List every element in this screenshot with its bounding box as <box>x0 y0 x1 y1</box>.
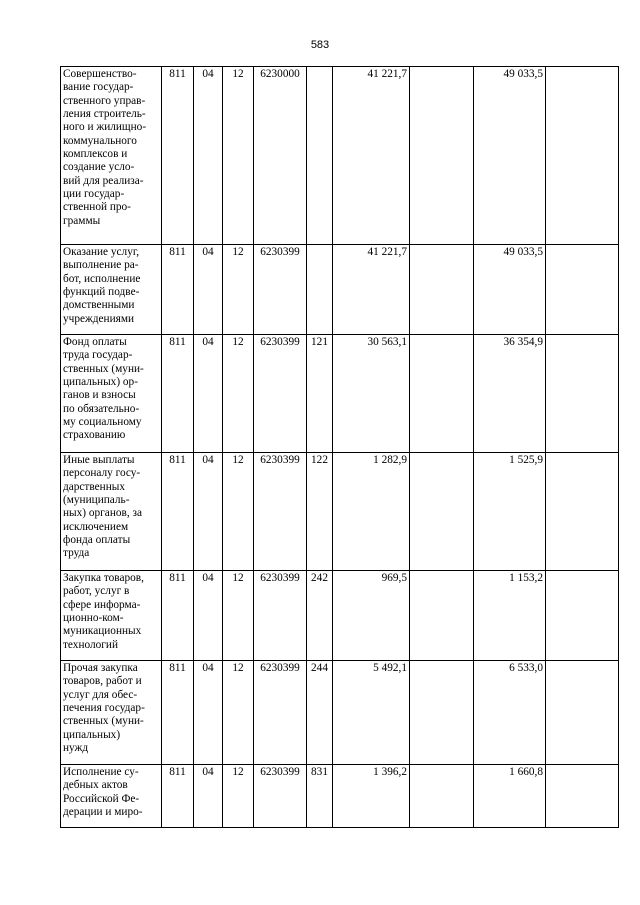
ministry-code-cell: 811 <box>162 245 194 335</box>
ministry-code-cell: 811 <box>162 765 194 828</box>
target-article-cell: 6230000 <box>254 67 307 245</box>
amount-cell: 969,5 <box>333 571 410 661</box>
amount-cell: 30 563,1 <box>333 335 410 453</box>
target-article-cell: 6230399 <box>254 245 307 335</box>
table-row <box>61 453 619 571</box>
ministry-code-cell: 811 <box>162 453 194 571</box>
empty-cell <box>410 453 474 571</box>
empty-cell <box>546 661 619 765</box>
expense-type-cell <box>307 245 333 335</box>
table-row <box>61 765 619 828</box>
empty-cell <box>410 67 474 245</box>
empty-cell <box>410 661 474 765</box>
target-article-cell: 6230399 <box>254 765 307 828</box>
page-number: 583 <box>310 39 330 51</box>
subsection-code-cell: 12 <box>223 245 254 335</box>
section-code-cell: 04 <box>194 765 223 828</box>
row-name-cell: Прочая закупка товаров, работ и услуг для обес- печения государ- ственных (муни- ципальных) нужд <box>61 661 162 765</box>
table-row <box>61 245 619 335</box>
amount-cell: 41 221,7 <box>333 67 410 245</box>
amount-cell: 1 396,2 <box>333 765 410 828</box>
amount-cell: 1 525,9 <box>474 453 546 571</box>
expense-type-cell <box>307 67 333 245</box>
empty-cell <box>546 67 619 245</box>
amount-cell: 1 153,2 <box>474 571 546 661</box>
amount-cell: 1 660,8 <box>474 765 546 828</box>
target-article-cell: 6230399 <box>254 571 307 661</box>
empty-cell <box>410 765 474 828</box>
empty-cell <box>546 335 619 453</box>
target-article-cell: 6230399 <box>254 453 307 571</box>
empty-cell <box>546 453 619 571</box>
empty-cell <box>546 765 619 828</box>
empty-cell <box>410 571 474 661</box>
target-article-cell: 6230399 <box>254 335 307 453</box>
row-name-cell: Оказание услуг, выполнение ра- бот, исполнение функций подве- домственными учреждениями <box>61 245 162 335</box>
row-name-cell: Иные выплаты персоналу госу- дарственных (муниципаль- ных) органов, за исключением фонда оплаты труда <box>61 453 162 571</box>
amount-cell: 1 282,9 <box>333 453 410 571</box>
amount-cell: 5 492,1 <box>333 661 410 765</box>
subsection-code-cell: 12 <box>223 453 254 571</box>
empty-cell <box>546 571 619 661</box>
amount-cell: 41 221,7 <box>333 245 410 335</box>
row-name-cell: Совершенство- вание государ- ственного управ- ления строитель- ного и жилищно- коммунального комплексов и создание усло- вий для реализа- ции государ- ственной про- граммы <box>61 67 162 245</box>
section-code-cell: 04 <box>194 453 223 571</box>
subsection-code-cell: 12 <box>223 335 254 453</box>
budget-table <box>60 66 619 828</box>
empty-cell <box>410 245 474 335</box>
amount-cell: 36 354,9 <box>474 335 546 453</box>
subsection-code-cell: 12 <box>223 765 254 828</box>
section-code-cell: 04 <box>194 661 223 765</box>
expense-type-cell: 121 <box>307 335 333 453</box>
expense-type-cell: 242 <box>307 571 333 661</box>
expense-type-cell: 122 <box>307 453 333 571</box>
subsection-code-cell: 12 <box>223 571 254 661</box>
amount-cell: 49 033,5 <box>474 67 546 245</box>
ministry-code-cell: 811 <box>162 571 194 661</box>
row-name-cell: Исполнение су- дебных актов Российской Фе- дерации и миро- <box>61 765 162 828</box>
table-row <box>61 67 619 245</box>
section-code-cell: 04 <box>194 67 223 245</box>
subsection-code-cell: 12 <box>223 661 254 765</box>
amount-cell: 49 033,5 <box>474 245 546 335</box>
target-article-cell: 6230399 <box>254 661 307 765</box>
ministry-code-cell: 811 <box>162 661 194 765</box>
expense-type-cell: 831 <box>307 765 333 828</box>
empty-cell <box>410 335 474 453</box>
row-name-cell: Фонд оплаты труда государ- ственных (муни- ципальных) ор- ганов и взносы по обязательно- му социальному страхованию <box>61 335 162 453</box>
expense-type-cell: 244 <box>307 661 333 765</box>
empty-cell <box>546 245 619 335</box>
table-row <box>61 335 619 453</box>
subsection-code-cell: 12 <box>223 67 254 245</box>
section-code-cell: 04 <box>194 571 223 661</box>
amount-cell: 6 533,0 <box>474 661 546 765</box>
ministry-code-cell: 811 <box>162 335 194 453</box>
section-code-cell: 04 <box>194 335 223 453</box>
section-code-cell: 04 <box>194 245 223 335</box>
table-row <box>61 571 619 661</box>
ministry-code-cell: 811 <box>162 67 194 245</box>
row-name-cell: Закупка товаров, работ, услуг в сфере информа- ционно-ком- муникационных технологий <box>61 571 162 661</box>
table-row <box>61 661 619 765</box>
